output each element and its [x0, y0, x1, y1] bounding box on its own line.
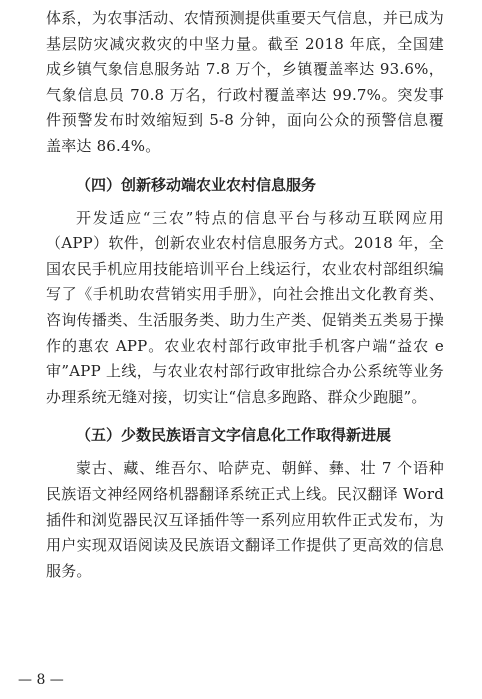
paragraph-section-5: 蒙古、藏、维吾尔、哈萨克、朝鲜、彝、壮 7 个语种民族语文神经网络机器翻译系统正式上线。民汉翻译 Word 插件和浏览器民汉互译插件等一系列应用软件正式发布，为用户实现双语阅读及民族语文翻译工作提供了更高效的信息服务。 [46, 459, 444, 580]
section-heading-5: （五）少数民族语言文字信息化工作取得新进展 [76, 426, 392, 445]
page-number: — 8 — [18, 672, 64, 688]
document-page [46, 6, 444, 584]
paragraph-section-4: 开发适应“三农”特点的信息平台与移动互联网应用（APP）软件，创新农业农村信息服务方式。2018 年，全国农民手机应用技能培训平台上线运行，农业农村部组织编写了《手机助农营销实用手册》，向社会推出文化教育类、咨询传播类、生活服务类、助力生产类、促销类五类易于操作的惠农 APP。农业农村部行政审批手机客户端“益农 e 审”APP 上线，与农业农村部行政审批综合办公系统等业务办理系统无缝对接，切实让“信息多跑路、群众少跑腿”。 [46, 208, 444, 406]
paragraph-intro: 体系，为农事活动、农情预测提供重要天气信息，并已成为基层防灾减灾救灾的中坚力量。截至 2018 年底，全国建成乡镇气象信息服务站 7.8 万个，乡镇覆盖率达 93.6%，气象信息员 70.8 万名，行政村覆盖率达 99.7%。突发事件预警发布时效缩短到 5-8 分钟，面向公众的预警信息覆盖率达 86.4%。 [46, 9, 444, 155]
section-heading-4: （四）创新移动端农业农村信息服务 [76, 175, 317, 194]
